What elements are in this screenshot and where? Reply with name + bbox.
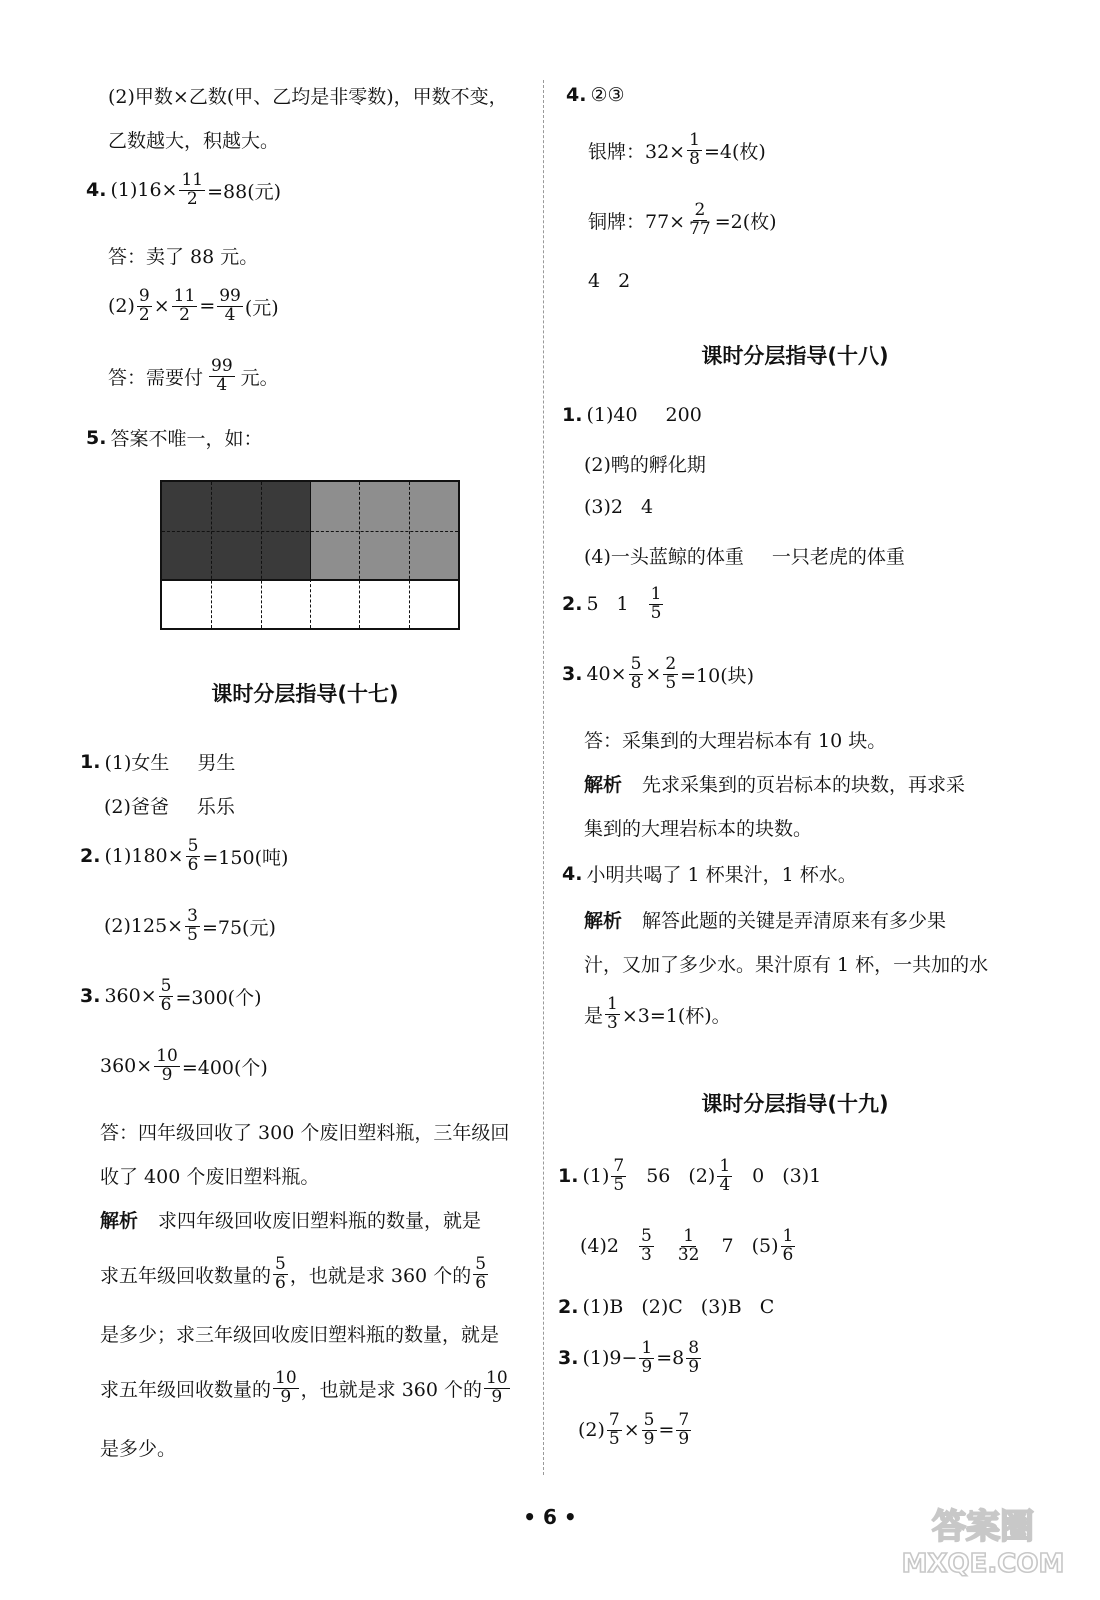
fraction: $\frac{1}{3}$: [607, 994, 618, 1033]
answer-line: 答：卖了 88 元。: [108, 246, 259, 268]
s19-answer-2: 2. (1)B (2)C (3)B C: [558, 1296, 775, 1318]
silver-medal-line: 银牌：32× $\frac{1}{8}$ =4(枚): [588, 130, 766, 169]
s18-answer-1-part-2: (2)鸭的孵化期: [584, 454, 706, 476]
s18-answer-1-part-3: (3)2 4: [584, 496, 654, 518]
grid-column-line: [359, 482, 360, 628]
s18-answer-1: 1. (1)40 200: [562, 404, 702, 426]
analysis-label: 解析: [584, 774, 623, 796]
grid-column-line: [261, 482, 262, 628]
analysis-line: 解析 求四年级回收废旧塑料瓶的数量，就是: [100, 1206, 481, 1233]
watermark-bottom-text: MXQE.COM: [901, 1549, 1065, 1579]
s17-answer-3: 3. 360× $\frac{5}{6}$ =300(个): [80, 976, 262, 1015]
answer-line: 答：四年级回收了 300 个废旧塑料瓶，三年级回: [100, 1122, 510, 1144]
fraction: $\frac{5}{8}$: [630, 654, 642, 693]
s18-answer-1-part-4: (4)一头蓝鲸的体重 一只老虎的体重: [584, 546, 905, 568]
s18-answer-3: 3. 40× $\frac{5}{8}$ × $\frac{2}{5}$ =10(块): [562, 654, 755, 693]
fraction: $\frac{11}{2}$: [181, 170, 204, 209]
left-column: [80, 0, 530, 1500]
watermark-logo: [888, 1500, 1078, 1580]
s18-answer-4: 4. 小明共喝了 1 杯果汁，1 杯水。: [562, 862, 857, 886]
fraction: 1 6: [782, 1226, 794, 1265]
s18-answer-2: 2. 5 1 1 5: [562, 584, 662, 623]
analysis-line: 解析 先求采集到的页岩标本的块数，再求采: [584, 770, 965, 797]
fraction: $\frac{10}{9}$: [156, 1046, 178, 1085]
analysis-line: 是 $\frac{1}{3}$ ×3=1(杯)。: [584, 994, 731, 1033]
answer-line: 收了 400 个废旧塑料瓶。: [100, 1166, 320, 1188]
s19-answer-1-part-2: (4)2 5 3 1 32 7 (5) 1 6: [580, 1226, 794, 1265]
fraction: $\frac{5}{9}$: [643, 1410, 655, 1449]
answer-4-part-1: 4. (1)16× $\frac{11}{2}$ =88(元): [86, 170, 282, 209]
fraction: 10 9: [486, 1368, 508, 1407]
grid-column-line: [409, 482, 410, 628]
answer-line: 答：需要付 99 4 元。: [108, 356, 279, 395]
grid-column-line: [211, 482, 212, 628]
fraction: $\frac{5}{6}$: [160, 976, 172, 1015]
answer-5: 5. 答案不唯一，如：: [86, 426, 263, 450]
analysis-line: 汁，又加了多少水。果汁原有 1 杯，一共加的水: [584, 954, 989, 976]
text-line: 乙数越大，积越大。: [108, 130, 280, 152]
fraction: 7 5: [613, 1156, 625, 1195]
fraction: $\frac{7}{5}$: [608, 1410, 620, 1449]
analysis-line: 解析 解答此题的关键是弄清原来有多少果: [584, 906, 946, 933]
right-column: [560, 0, 1030, 1500]
fraction: $\frac{3}{5}$: [187, 906, 198, 945]
section-heading: 课时分层指导(十八): [701, 344, 889, 368]
s17-answer-2-part-2: (2)125× $\frac{3}{5}$ =75(元): [104, 906, 276, 945]
section-heading: 课时分层指导(十九): [701, 1092, 889, 1116]
fraction: 1 32: [677, 1226, 700, 1265]
fraction: 5 3: [641, 1226, 652, 1265]
fraction: $\frac{11}{2}$: [173, 286, 196, 325]
section-heading: 课时分层指导(十七): [211, 682, 399, 706]
fraction: 8 9: [688, 1338, 700, 1377]
fraction: $\frac{99}{4}$: [219, 286, 241, 325]
grid-row-line: [162, 531, 458, 532]
s19-answer-3-part-2: (2) $\frac{7}{5}$ × $\frac{5}{9}$ = $\frac{7}{9}$: [578, 1410, 690, 1449]
s19-answer-1: 1. (1) 7 5 56 (2) 1 4 0 (3)1: [558, 1156, 822, 1195]
s17-answer-1-part-2: (2)爸爸 乐乐: [104, 796, 235, 818]
analysis-line: 求五年级回收数量的 5 6 ，也就是求 360 个的 5 6: [100, 1254, 487, 1293]
analysis-line: 求五年级回收数量的 10 9 ，也就是求 360 个的 10 9: [100, 1368, 508, 1407]
fraction: 99 4: [211, 356, 233, 395]
question-number: 5.: [86, 426, 107, 449]
fraction-shading-grid: [160, 480, 460, 630]
fraction: 1 4: [719, 1156, 731, 1195]
analysis-line: 是多少。: [100, 1438, 177, 1460]
page-number: • 6 •: [523, 1505, 577, 1529]
bronze-medal-line: 铜牌：77× $\frac{2}{77}$ =2(枚): [588, 200, 777, 239]
fraction: 5 6: [475, 1254, 487, 1293]
answer-4-part-2: (2) $\frac{9}{2}$ × $\frac{11}{2}$ = $\frac{99}{4}$ (元): [108, 286, 279, 325]
s19-answer-3: 3. (1)9− $\frac{1}{9}$ =8 8 9: [558, 1338, 700, 1377]
analysis-label: 解析: [584, 910, 623, 932]
s17-answer-2: 2. (1)180× $\frac{5}{6}$ =150(吨): [80, 836, 289, 875]
fraction: $\frac{7}{9}$: [678, 1410, 690, 1449]
watermark-top-text: 答案圈: [932, 1507, 1034, 1547]
analysis-label: 解析: [100, 1210, 139, 1232]
fraction: $\frac{1}{8}$: [689, 130, 700, 169]
s17-answer-1: 1. (1)女生 男生: [80, 750, 236, 774]
fraction: $\frac{2}{77}$: [689, 200, 711, 239]
fraction: 10 9: [275, 1368, 297, 1407]
column-divider: [543, 80, 544, 1475]
analysis-line: 集到的大理岩标本的块数。: [584, 818, 813, 840]
grid-column-line: [310, 579, 311, 628]
fraction: $\frac{5}{6}$: [187, 836, 199, 875]
fraction: $\frac{1}{9}$: [641, 1338, 653, 1377]
s17-answer-3-part-2: 360× $\frac{10}{9}$ =400(个): [100, 1046, 268, 1085]
question-number: 4.: [86, 179, 107, 202]
text-line: (2)甲数×乙数(甲、乙均是非零数)，甲数不变，: [108, 86, 508, 108]
answer-line: 4 2: [588, 270, 631, 292]
fraction: $\frac{2}{5}$: [665, 654, 677, 693]
analysis-line: 是多少；求三年级回收废旧塑料瓶的数量，就是: [100, 1324, 500, 1346]
fraction: $\frac{9}{2}$: [138, 286, 150, 325]
answer-line: 答：采集到的大理岩标本有 10 块。: [584, 730, 887, 752]
fraction: 5 6: [275, 1254, 286, 1293]
fraction: 1 5: [650, 584, 662, 623]
answer-4: 4. ②③: [566, 84, 625, 106]
